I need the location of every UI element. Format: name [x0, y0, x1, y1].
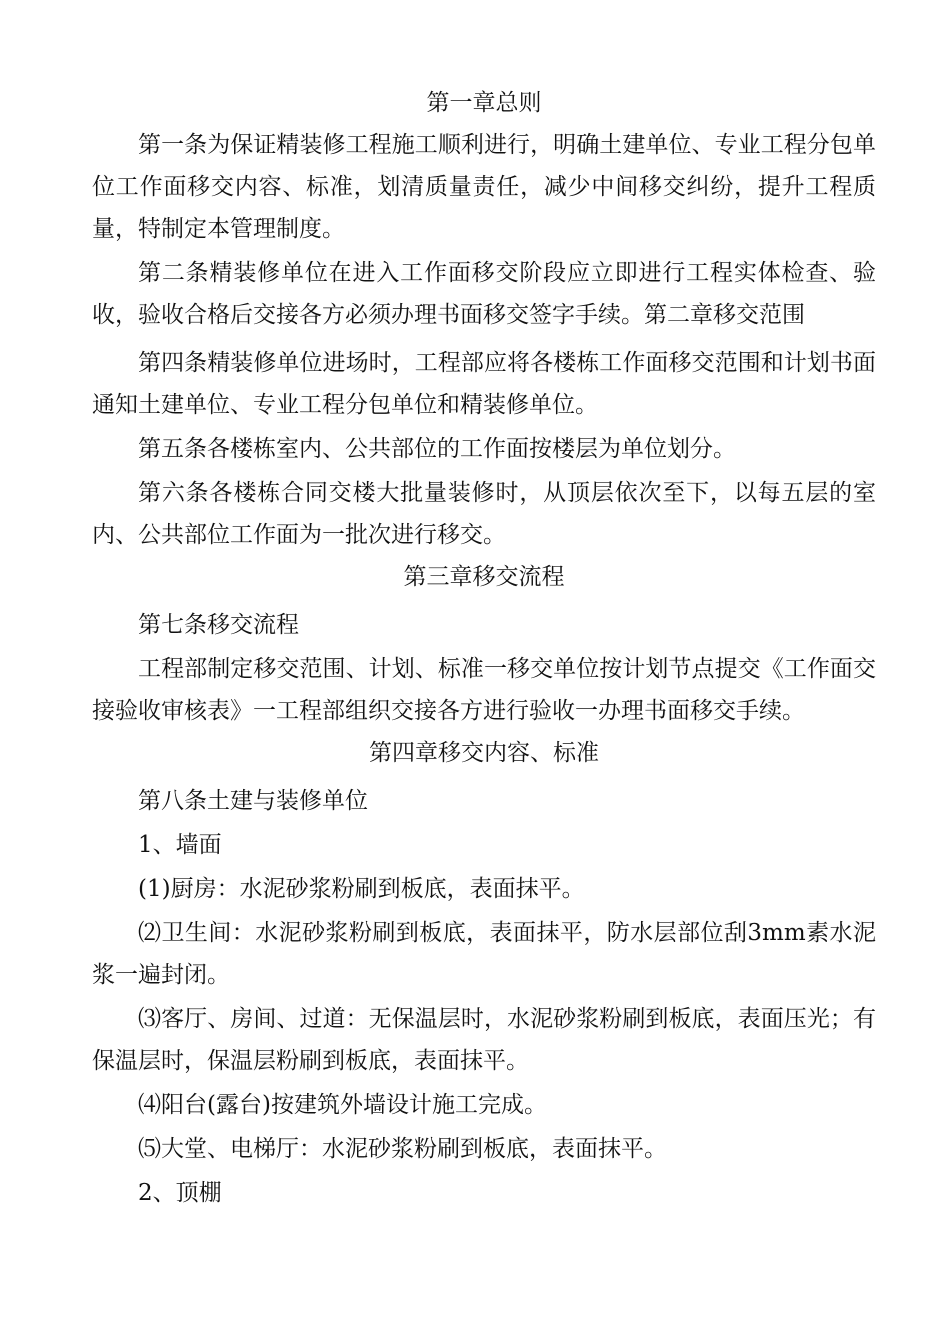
article-1: 第一条为保证精装修工程施工顺利进行，明确土建单位、专业工程分包单位工作面移交内容、标准，划清质量责任，减少中间移交纠纷，提升工程质量，特制定本管理制度。	[92, 132, 876, 242]
item-1-3-living-room: ⑶客厅、房间、过道：无保温层时，水泥砂浆粉刷到板底，表面压光；有保温层时，保温层粉刷到板底，表面抹平。	[92, 1006, 876, 1074]
item-2-ceiling: 2、顶棚	[138, 1180, 222, 1206]
chapter-1-title: 第一章总则	[426, 90, 542, 116]
document-page	[92, 82, 876, 1214]
item-1-4-balcony: ⑷阳台(露台)按建筑外墙设计施工完成。	[138, 1092, 547, 1118]
item-1-walls: 1、墙面	[138, 832, 222, 858]
article-5: 第五条各楼栋室内、公共部位的工作面按楼层为单位划分。	[138, 436, 736, 462]
chapter-3-title: 第三章移交流程	[403, 564, 565, 590]
article-8: 第八条土建与装修单位	[138, 788, 368, 814]
article-4: 第四条精装修单位进场时，工程部应将各楼栋工作面移交范围和计划书面通知土建单位、专业工程分包单位和精装修单位。	[92, 350, 876, 418]
article-6: 第六条各楼栋合同交楼大批量装修时，从顶层依次至下，以每五层的室内、公共部位工作面为一批次进行移交。	[92, 480, 876, 548]
item-1-2-bathroom: ⑵卫生间：水泥砂浆粉刷到板底，表面抹平，防水层部位刮3mm素水泥浆一遍封闭。	[92, 920, 876, 988]
article-2: 第二条精装修单位在进入工作面移交阶段应立即进行工程实体检查、验收，验收合格后交接各方必须办理书面移交签字手续。第二章移交范围	[92, 260, 876, 328]
item-1-5-lobby: ⑸大堂、电梯厅：水泥砂浆粉刷到板底，表面抹平。	[138, 1136, 667, 1162]
process-description: 工程部制定移交范围、计划、标准一移交单位按计划节点提交《工作面交接验收审核表》一工程部组织交接各方进行验收一办理书面移交手续。	[92, 656, 876, 724]
chapter-4-title: 第四章移交内容、标准	[369, 740, 599, 766]
item-1-1-kitchen: (1)厨房：水泥砂浆粉刷到板底，表面抹平。	[138, 876, 585, 902]
article-7: 第七条移交流程	[138, 612, 299, 638]
